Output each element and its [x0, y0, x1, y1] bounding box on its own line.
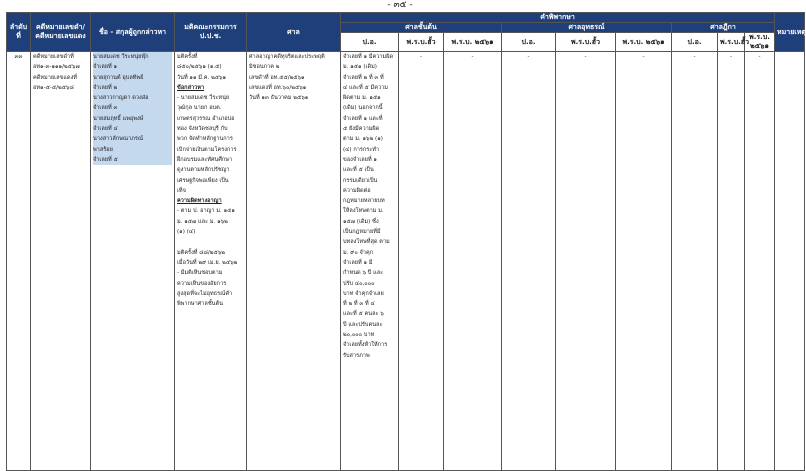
verdict-line: ที่ ๒ ที่ ๓ ที่ ๔	[343, 301, 375, 308]
verdict-line: จำเลยที่ ๑ และที่	[343, 115, 383, 122]
verdict-line: จำเลยที่ ๑ มี	[343, 259, 373, 266]
defendant-line: นางสาวลักษณาภรณ์	[93, 134, 172, 144]
verdict-line: และที่ ๕ คนละ ๖	[343, 311, 384, 318]
defendant-line: นางสาวกาญดา ดวงอ๋อ	[93, 93, 172, 103]
cell-appeal-2561: -	[616, 52, 672, 471]
header-court-supreme: ศาลฎีกา	[672, 23, 775, 33]
defendant-line: นายสุกานต์ อุบลทิพย์	[93, 73, 172, 83]
resolution-line: พวก จัดทำหลักฐานการ	[177, 136, 233, 143]
verdict-line: บทลงโทษที่สุด ตาม	[343, 239, 390, 246]
verdict-line: ๔ และที่ ๕ มีความ	[343, 84, 388, 91]
verdict-line: จำเลยที่ ๑ มีความผิด	[343, 54, 394, 60]
verdict-line: ผิดตาม ม. ๑๕๑	[343, 95, 381, 102]
verdict-line: ปรับ ๔๐,๐๐๐	[343, 280, 375, 287]
cell-no: ๓๓	[7, 52, 31, 471]
cell-first-2561: -	[444, 52, 502, 471]
header-no: ลำดับที่	[7, 13, 31, 52]
verdict-line: ม. ๑๕๑ (เดิม)	[343, 64, 377, 71]
verdict-line: ม. ๙๐ จำคุก	[343, 249, 374, 256]
header-note: หมายเหตุ	[775, 13, 805, 52]
cell-supreme-2561: -	[745, 52, 775, 471]
resolution-line: สูงสุดที่จะไม่อุทธรณ์คำ	[177, 290, 233, 297]
resolution-line: - ตาม ป. อาญา ม. ๑๕๑	[177, 208, 235, 215]
verdict-line: (เดิม) นอกจากนี้	[343, 105, 383, 112]
verdict-line: ๑๕๗ (เดิม) ซึ่ง	[343, 218, 379, 225]
resolution-line: เศรษฐกิจพอเพียง เป็น	[177, 177, 229, 184]
verdict-line: รับสารภาพ	[343, 352, 370, 359]
defendant-line: จำเลยที่ ๑	[93, 62, 172, 72]
resolution-line: เกษตรสุวรรณ อำเภอบ่อ	[177, 115, 235, 122]
resolution-line: ดูงานตามหลักปรัชญา	[177, 167, 230, 174]
cell-supreme-hua: -	[718, 52, 745, 471]
resolution-line: เมื่อวันที่ ๒๙ เม.ย. ๒๕๖๒	[177, 259, 238, 266]
defendant-line: พาสร้อย	[93, 145, 172, 155]
case-line: อท๑-๕-๕/๒๕๖๘	[33, 84, 74, 91]
resolution-line: ทอง จังหวัดชลบุรี กับ	[177, 126, 228, 133]
cell-note	[775, 52, 805, 471]
verdict-line: ๕ ยังมีความผิด	[343, 126, 380, 133]
case-line: คดีหมายเลขแดงที่	[33, 74, 77, 81]
subheader-appeal-pa: ป.อ.	[502, 33, 556, 52]
cell-appeal-pa: -	[502, 52, 556, 471]
subheader-supreme-pa: ป.อ.	[672, 33, 718, 52]
resolution-line: วันที่ ๑๑ มี.ค. ๒๕๖๑	[177, 74, 227, 81]
verdict-line: (๔) การกระทำ	[343, 146, 380, 153]
verdict-line: ความผิดต่อ	[343, 187, 371, 194]
court-line: มิชอบภาค ๒	[249, 64, 280, 71]
subheader-first-2561: พ.ร.บ. ๒๕๖๑	[444, 33, 502, 52]
subheader-supreme-hua: พ.ร.บ.ฮั้ว	[718, 33, 745, 52]
resolution-line: พิพากษาศาลชั้นต้น	[177, 301, 223, 308]
verdict-line: กฎหมายหลายบท	[343, 198, 385, 205]
verdict-line: บาท จำคุกจำเลย	[343, 290, 384, 297]
subheader-appeal-hua: พ.ร.บ.ฮั้ว	[556, 33, 616, 52]
verdict-line: ปี และปรับคนละ	[343, 321, 383, 328]
verdict-line: ให้ลงโทษตาม ม.	[343, 208, 384, 215]
resolution-line	[177, 237, 244, 247]
defendant-line: จำเลยที่ ๔	[93, 124, 172, 134]
verdict-line: กำหนด ๖ ปี และ	[343, 270, 384, 277]
resolution-line: ความเห็นของอัยการ	[177, 280, 227, 287]
header-court-appeal: ศาลอุทธรณ์	[502, 23, 672, 33]
resolution-line: มติครั้งที่ ๘๘/๒๕๖๒	[177, 249, 225, 256]
cell-names	[91, 52, 175, 471]
resolution-line: ม. ๑๕๗ และ ม. ๑๖๒	[177, 218, 228, 225]
resolution-line: - นายสมเดช วีระหนุ่ย	[177, 95, 230, 102]
subheader-supreme-2561: พ.ร.บ. ๒๕๖๑	[745, 33, 775, 52]
cell-case	[31, 52, 91, 471]
page-number: - ๓๕ -	[387, 0, 413, 10]
resolution-line: เบิกจ่ายเงินตามโครงการ	[177, 146, 237, 153]
header-court-first: ศาลชั้นต้น	[341, 23, 502, 33]
defendant-line: จำเลยที่ ๓	[93, 103, 172, 113]
verdict-line: และที่ ๕ เป็น	[343, 167, 374, 174]
resolution-line: - มีมติเห็นชอบตาม	[177, 270, 223, 277]
cell-court	[247, 52, 341, 471]
defendant-line: จำเลยที่ ๒	[93, 83, 172, 93]
verdict-line: ของจำเลยที่ ๑	[343, 156, 377, 163]
subheader-appeal-2561: พ.ร.บ. ๒๕๖๑	[616, 33, 672, 52]
cell-supreme-pa: -	[672, 52, 718, 471]
defendant-line: นายสมฤทธิ์ แพอุพงษ์	[93, 114, 172, 124]
verdict-line: เป็นกฎหมายที่มี	[343, 229, 381, 236]
header-verdict: คำพิพากษา	[341, 13, 775, 23]
defendant-line: จำเลยที่ ๕	[93, 155, 172, 165]
header-names: ชื่อ - สกุลผู้ถูกกล่าวหา	[91, 13, 175, 52]
court-line: เลขดำที่ อท.๕๕/๒๕๖๑	[249, 74, 305, 81]
header-case: คดีหมายเลขดำ/คดีหมายเลขแดง	[31, 13, 91, 52]
header-court: ศาล	[247, 13, 341, 52]
verdict-line: จำเลยที่ ๒ ที่ ๓ ที่	[343, 74, 384, 81]
court-line: ศาลอาญาคดีทุจริตและประพฤติ	[249, 54, 325, 60]
subheader-first-hua: พ.ร.บ.ฮั้ว	[399, 33, 444, 52]
cell-verdict-first-pa	[341, 52, 399, 471]
resolution-line: ข้อกล่าวหา	[177, 84, 205, 91]
cell-first-hua: -	[399, 52, 444, 471]
resolution-line: เท็จ	[177, 187, 186, 194]
resolution-line: วุฒิกุล นายก อบต.	[177, 105, 222, 112]
resolution-line: ๘๕๐/๒๕๖๑ (๑.๕)	[177, 64, 222, 71]
verdict-line: กรรมเดียวเป็น	[343, 177, 378, 184]
case-line: อท๑-๓-๑๑๑/๒๕๖๗	[33, 64, 80, 71]
header-resolution: มติคณะกรรมการ ป.ป.ช.	[175, 13, 247, 52]
defendant-line: นายสมเดช วีระหนุ่ยพุ๊ก	[93, 52, 172, 62]
verdict-line: จำเลยทั้งห้าให้การ	[343, 342, 388, 349]
resolution-line: (๑) (๔)	[177, 229, 196, 236]
resolution-line: ฝึกอบรมและทัศนศึกษา	[177, 156, 233, 163]
case-line: คดีหมายเลขดำที่	[33, 54, 74, 60]
header-row-top	[7, 13, 805, 23]
resolution-line: ความผิดทางอาญา	[177, 198, 222, 205]
cell-resolution	[175, 52, 247, 471]
subheader-first-pa: ป.อ.	[341, 33, 399, 52]
table-row	[7, 52, 805, 471]
cell-appeal-hua: -	[556, 52, 616, 471]
verdict-line: ตาม ม. ๑๖๒ (๑)	[343, 136, 383, 143]
court-line: วันที่ ๑๓ ธันวาคม ๒๕๖๑	[249, 95, 309, 102]
verdict-line: ๒๐,๐๐๐ บาท	[343, 332, 375, 339]
resolution-line: มติครั้งที่	[177, 54, 198, 60]
court-line: เลขแดงที่ อท.๖๐/๒๕๖๑	[249, 84, 307, 91]
verdict-table	[6, 12, 805, 471]
